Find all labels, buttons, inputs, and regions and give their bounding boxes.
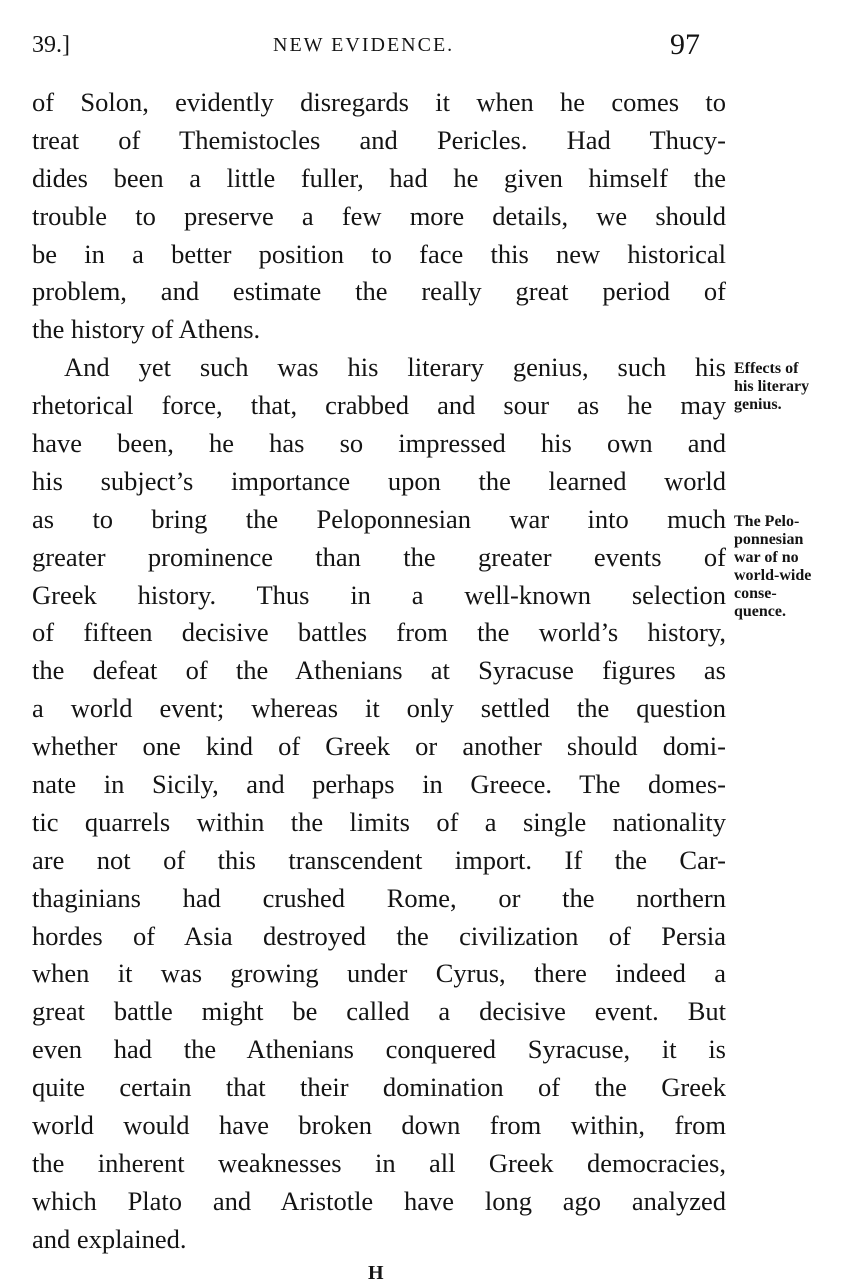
text-line: the defeat of the Athenians at Syracuse figures as <box>32 655 726 686</box>
signature-mark: H <box>368 1262 384 1284</box>
text-line: problem, and estimate the really great period of <box>32 276 726 307</box>
text-line: as to bring the Peloponnesian war into much <box>32 503 726 534</box>
paragraph-end-line: and explained. <box>32 1223 187 1254</box>
text-line: his subject’s importance upon the learned world <box>32 465 726 496</box>
margin-note-line: his literary <box>734 378 810 395</box>
text-line: when it was growing under Cyrus, there indeed a <box>32 958 726 989</box>
margin-note-effects <box>734 360 856 414</box>
text-line: quite certain that their domination of the Greek <box>32 1072 726 1103</box>
margin-note-peloponnesian-war <box>734 513 856 621</box>
text-line: thaginians had crushed Rome, or the northern <box>32 882 726 913</box>
margin-note-line: quence. <box>734 603 786 620</box>
margin-note-line: The Pelo- <box>734 513 800 530</box>
text-line: of fifteen decisive battles from the world’s history, <box>32 617 726 648</box>
text-line: dides been a little fuller, had he given himself the <box>32 162 726 193</box>
page-number: 97 <box>670 28 700 61</box>
text-line: the inherent weaknesses in all Greek democracies, <box>32 1147 726 1178</box>
text-line: be in a better position to face this new historical <box>32 238 726 269</box>
body-text <box>32 84 726 1259</box>
margin-note-line: conse- <box>734 585 777 602</box>
text-line: whether one kind of Greek or another should domi- <box>32 731 726 762</box>
text-line: nate in Sicily, and perhaps in Greece. The domes- <box>32 769 726 800</box>
text-line: rhetorical force, that, crabbed and sour as he may <box>32 390 726 421</box>
running-header <box>0 26 859 70</box>
text-line: great battle might be called a decisive event. But <box>32 996 726 1027</box>
section-number: 39.] <box>32 32 70 58</box>
text-line: hordes of Asia destroyed the civilization of Persia <box>32 920 726 951</box>
text-line: world would have broken down from within, from <box>32 1110 726 1141</box>
margin-note-line: war of no <box>734 549 799 566</box>
margin-note-line: Effects of <box>734 360 799 377</box>
text-line: even had the Athenians conquered Syracuse, it is <box>32 1034 726 1065</box>
margin-note-line: genius. <box>734 396 782 413</box>
text-line: trouble to preserve a few more details, we should <box>32 200 726 231</box>
text-line: of Solon, evidently disregards it when he comes to <box>32 87 726 117</box>
text-line: which Plato and Aristotle have long ago analyzed <box>32 1185 726 1216</box>
margin-note-line: ponnesian <box>734 531 804 548</box>
text-line: Greek history. Thus in a well-known selection <box>32 579 726 610</box>
margin-note-line: world-wide <box>734 567 812 584</box>
running-title: NEW EVIDENCE. <box>273 34 455 56</box>
text-line: have been, he has so impressed his own and <box>32 428 726 459</box>
text-line: greater prominence than the greater events of <box>32 541 726 572</box>
text-line: a world event; whereas it only settled the question <box>32 693 726 724</box>
paragraph-start-line: And yet such was his literary genius, such his <box>64 352 726 383</box>
text-line: treat of Themistocles and Pericles. Had Thucy- <box>32 124 726 155</box>
paragraph-end-line: the history of Athens. <box>32 314 261 345</box>
text-line: tic quarrels within the limits of a single nationality <box>32 806 726 837</box>
text-line: are not of this transcendent import. If the Car- <box>32 844 726 875</box>
